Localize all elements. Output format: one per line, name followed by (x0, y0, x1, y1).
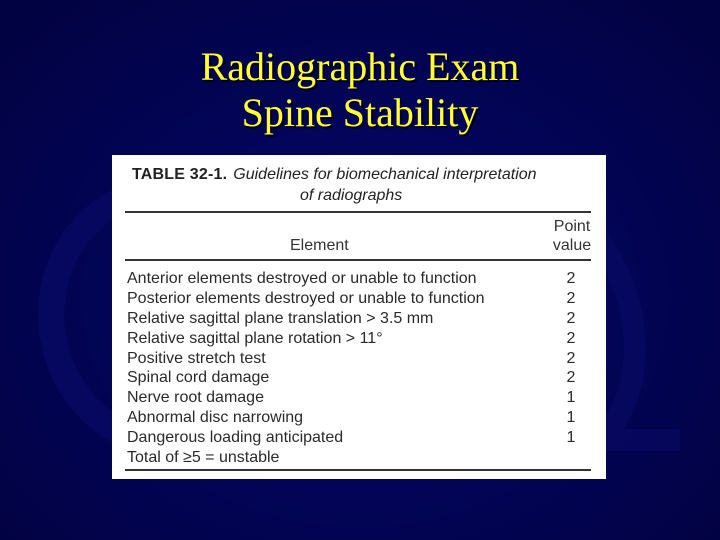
row-point-value: 1 (566, 409, 576, 427)
row-element: Abnormal disc narrowing (127, 409, 304, 427)
row-element: Anterior elements destroyed or unable to function (127, 270, 477, 287)
table-row (127, 309, 597, 329)
row-point-value: 1 (566, 429, 576, 447)
table-bottom-rule (125, 469, 591, 471)
slide-title (0, 44, 720, 136)
table-top-rule (125, 211, 591, 213)
header-point-line-1: Point (553, 218, 591, 235)
table-body (127, 269, 597, 468)
row-point-value: 2 (566, 270, 576, 287)
table-caption-line-1: Guidelines for biomechanical interpretation (233, 166, 537, 183)
row-point-value: 2 (566, 369, 576, 387)
table-row (127, 349, 597, 369)
row-element: Nerve root damage (127, 389, 264, 407)
table-header-rule (125, 259, 591, 261)
slide-title-line-2: Spine Stability (241, 90, 479, 135)
slide-title-line-1: Radiographic Exam (200, 44, 520, 89)
row-element: Total of ≥5 = unstable (127, 449, 280, 467)
row-point-value: 1 (566, 389, 576, 407)
row-element: Posterior elements destroyed or unable to function (127, 289, 485, 307)
table-row (127, 388, 597, 408)
table-label: TABLE 32-1. (132, 166, 228, 183)
header-point-value (544, 217, 600, 255)
row-element: Positive stretch test (127, 349, 266, 367)
table-caption (132, 165, 592, 184)
row-element: Relative sagittal plane translation > 3.5 mm (127, 309, 434, 327)
header-point-line-2: value (552, 237, 592, 254)
row-element: Dangerous loading anticipated (127, 429, 344, 447)
table-row (127, 269, 597, 289)
table-row (127, 329, 597, 349)
row-element: Relative sagittal plane rotation > 11° (127, 329, 383, 347)
row-point-value: 2 (566, 349, 576, 367)
table-image (112, 155, 606, 479)
row-point-value: 2 (566, 329, 576, 347)
table-row-total (127, 448, 597, 468)
table-row (127, 368, 597, 388)
row-point-value: 2 (566, 309, 576, 327)
table-caption-line-2: of radiographs (300, 187, 403, 204)
table-row (127, 408, 597, 428)
header-element: Element (290, 237, 349, 254)
table-row (127, 289, 597, 309)
row-element: Spinal cord damage (127, 369, 270, 387)
row-point-value: 2 (566, 289, 576, 307)
table-row (127, 428, 597, 448)
